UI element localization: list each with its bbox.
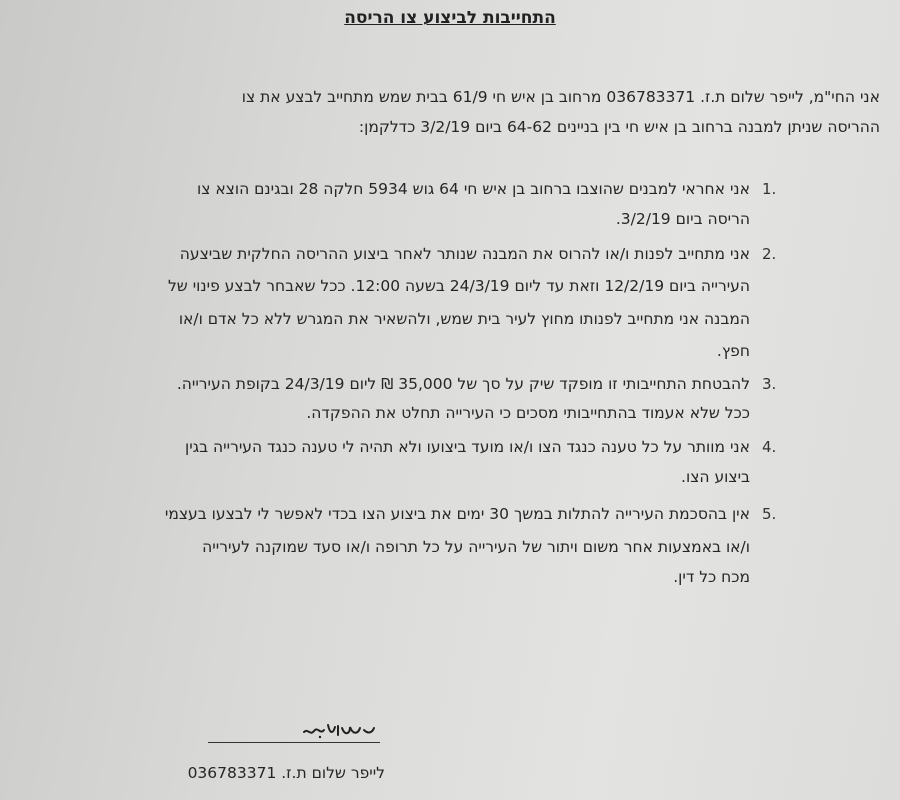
item-number-5: 5. bbox=[762, 505, 777, 523]
item-2-line-3: המבנה אני מתחייב לפנותו מחוץ לעיר בית שמש, ולהשאיר את המגרש ללא כל אדם ו/או bbox=[178, 310, 750, 328]
item-2-line-2: העירייה ביום 12/2/19 וזאת עד ליום 24/3/19 בשעה 12:00. ככל שאבחר לבצע פינוי של bbox=[168, 277, 750, 295]
item-5-line-1: אין בהסכמת העירייה להתלות במשך 30 ימים את ביצוע הצו בכדי לאפשר לי לבצעו בעצמי bbox=[164, 505, 750, 523]
handwritten-signature bbox=[300, 716, 382, 742]
item-number-1: 1. bbox=[762, 180, 777, 198]
item-5-line-3: מכח כל דין. bbox=[673, 568, 750, 586]
signature-line bbox=[208, 742, 380, 743]
document-title: התחייבות לביצוע צו הריסה bbox=[344, 8, 556, 28]
item-4-line-1: אני מוותר על כל טענה כנגד הצו ו/או מועד ביצועו ולא תהיה לי טענה כנגד העירייה בגין bbox=[185, 438, 750, 456]
item-4-line-2: ביצוע הצו. bbox=[681, 468, 750, 486]
item-2-line-4: חפץ. bbox=[716, 342, 750, 360]
item-5-line-2: ו/או באמצעות אחר משום ויתור של העירייה על כל תרופה ו/או סעד שמוקנה לעירייה bbox=[202, 538, 750, 556]
item-3-line-2: ככל שלא אעמוד בהתחייבותי מסכים כי העירייה תחלט את ההפקדה. bbox=[306, 404, 750, 422]
intro-line-2: ההריסה שניתן למבנה ברחוב בן איש חי בין בניינים 64-62 ביום 3/2/19 כדלקמן: bbox=[358, 118, 880, 136]
item-1-line-1: אני אחראי למבנים שהוצבו ברחוב בן איש חי 64 גוש 5934 חלקה 28 ובגינם הוצא צו bbox=[196, 180, 750, 198]
item-number-2: 2. bbox=[762, 245, 777, 263]
intro-line-1: אני החי"מ, לייפר שלום ת.ז. 036783371 מרחוב בן איש חי 61/9 בבית שמש מתחייב לבצע את צו bbox=[241, 88, 880, 106]
item-3-line-1: להבטחת התחייבותי זו מופקד שיק על סך של 35,000 ₪ ליום 24/3/19 בקופת העירייה. bbox=[176, 375, 750, 393]
item-number-3: 3. bbox=[762, 375, 777, 393]
item-1-line-2: הריסה ביום 3/2/19. bbox=[615, 210, 750, 228]
signatory-name: לייפר שלום ת.ז. 036783371 bbox=[187, 764, 385, 782]
item-number-4: 4. bbox=[762, 438, 777, 456]
item-2-line-1: אני מתחייב לפנות ו/או להרוס את המבנה שנותר לאחר ביצוע ההריסה החלקית שביצעה bbox=[179, 245, 750, 263]
